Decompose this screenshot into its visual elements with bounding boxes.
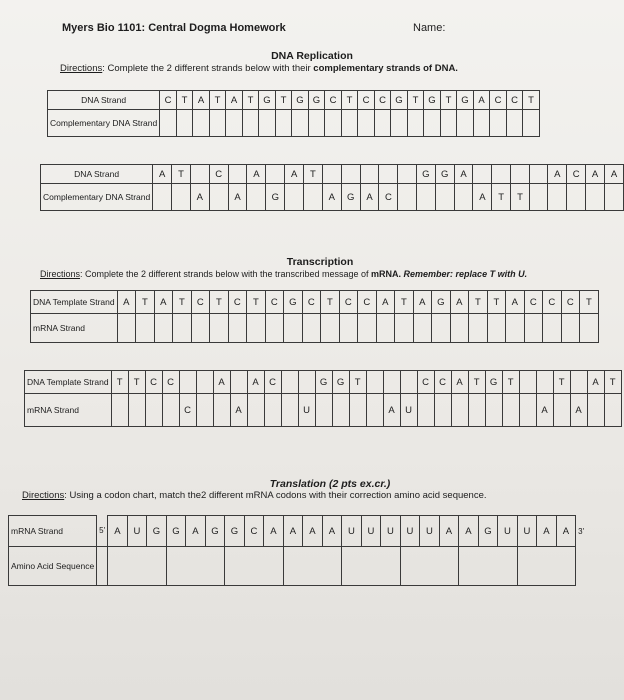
base-cell: C: [417, 371, 434, 394]
base-cell: A: [454, 165, 473, 184]
answer-cell: A: [230, 394, 247, 427]
answer-cell: A: [322, 184, 341, 211]
base-cell[interactable]: [570, 371, 587, 394]
codon-base-cell: A: [108, 516, 128, 547]
transcription-table-2: [24, 370, 622, 427]
base-cell: T: [176, 91, 193, 110]
base-cell: A: [153, 165, 172, 184]
answer-cell[interactable]: [424, 110, 441, 137]
base-cell: C: [209, 165, 228, 184]
answer-cell[interactable]: [160, 110, 177, 137]
row-label-mrna: mRNA Strand: [31, 314, 118, 343]
base-cell: C: [162, 371, 179, 394]
base-cell[interactable]: [196, 371, 213, 394]
base-cell[interactable]: [298, 371, 315, 394]
codon-base-cell: A: [459, 516, 479, 547]
base-cell[interactable]: [400, 371, 417, 394]
base-cell: T: [247, 291, 266, 314]
codon-base-cell: U: [361, 516, 381, 547]
answer-cell[interactable]: [302, 314, 321, 343]
transcription-directions: [40, 269, 527, 279]
answer-cell[interactable]: [391, 110, 408, 137]
base-cell[interactable]: [398, 165, 417, 184]
answer-cell[interactable]: [176, 110, 193, 137]
base-cell[interactable]: [179, 371, 196, 394]
base-cell[interactable]: [228, 165, 247, 184]
base-cell: T: [349, 371, 366, 394]
codon-base-cell: G: [166, 516, 186, 547]
answer-cell[interactable]: [417, 394, 434, 427]
translation-table: [8, 515, 587, 586]
answer-cell[interactable]: [376, 314, 395, 343]
answer-cell[interactable]: [341, 110, 358, 137]
answer-cell[interactable]: [153, 184, 172, 211]
codon-base-cell: U: [420, 516, 440, 547]
row-label-dna-template: DNA Template Strand: [31, 291, 118, 314]
base-cell: C: [490, 91, 507, 110]
answer-cell[interactable]: [523, 110, 540, 137]
base-cell: T: [173, 291, 192, 314]
base-cell: A: [548, 165, 567, 184]
base-cell: C: [358, 91, 375, 110]
replication-title: DNA Replication: [271, 50, 353, 62]
codon-base-cell: U: [498, 516, 518, 547]
answer-cell[interactable]: [473, 110, 490, 137]
base-cell: T: [440, 91, 457, 110]
answer-cell[interactable]: [490, 110, 507, 137]
answer-cell[interactable]: [604, 394, 621, 427]
answer-cell: G: [266, 184, 285, 211]
answer-cell[interactable]: [193, 110, 210, 137]
base-cell: C: [265, 291, 284, 314]
base-cell: G: [457, 91, 474, 110]
base-cell[interactable]: [322, 165, 341, 184]
answer-cell: A: [190, 184, 209, 211]
base-cell: A: [451, 371, 468, 394]
base-cell[interactable]: [341, 165, 360, 184]
base-cell: A: [587, 371, 604, 394]
base-cell: A: [586, 165, 605, 184]
base-cell: G: [435, 165, 454, 184]
answer-cell: G: [341, 184, 360, 211]
answer-cell[interactable]: [469, 314, 488, 343]
answer-cell: A: [228, 184, 247, 211]
base-cell[interactable]: [366, 371, 383, 394]
base-cell: C: [228, 291, 247, 314]
base-cell: C: [506, 91, 523, 110]
base-cell: T: [468, 371, 485, 394]
base-cell: C: [145, 371, 162, 394]
row-label-dna-template: DNA Template Strand: [25, 371, 112, 394]
answer-cell[interactable]: [304, 184, 323, 211]
answer-cell[interactable]: [604, 184, 623, 211]
answer-cell: T: [492, 184, 511, 211]
codon-base-cell: A: [439, 516, 459, 547]
base-cell: T: [580, 291, 599, 314]
answer-cell[interactable]: [548, 184, 567, 211]
name-label: Name:: [413, 22, 446, 34]
answer-cell[interactable]: [247, 314, 266, 343]
answer-cell[interactable]: [567, 184, 586, 211]
answer-cell[interactable]: [561, 314, 580, 343]
amino-acid-answer-cell[interactable]: [459, 547, 518, 586]
answer-cell: A: [536, 394, 553, 427]
transcription-title: Transcription: [286, 256, 354, 268]
base-cell: T: [604, 371, 621, 394]
answer-cell[interactable]: [209, 110, 226, 137]
base-cell[interactable]: [360, 165, 379, 184]
base-cell: C: [434, 371, 451, 394]
base-cell: C: [339, 291, 358, 314]
answer-cell[interactable]: [325, 110, 342, 137]
amino-acid-answer-cell[interactable]: [283, 547, 342, 586]
answer-cell[interactable]: [432, 314, 451, 343]
answer-cell[interactable]: [524, 314, 543, 343]
base-cell: T: [242, 91, 259, 110]
base-cell: T: [136, 291, 155, 314]
answer-cell[interactable]: [281, 394, 298, 427]
codon-base-cell: A: [186, 516, 206, 547]
codon-base-cell: A: [264, 516, 284, 547]
answer-cell[interactable]: [416, 184, 435, 211]
base-cell: G: [432, 291, 451, 314]
answer-cell[interactable]: [117, 314, 136, 343]
answer-cell[interactable]: [451, 394, 468, 427]
base-cell: A: [285, 165, 304, 184]
codon-base-cell: U: [517, 516, 537, 547]
base-cell[interactable]: [473, 165, 492, 184]
answer-cell[interactable]: [226, 110, 243, 137]
answer-cell: U: [400, 394, 417, 427]
answer-cell[interactable]: [136, 314, 155, 343]
answer-cell[interactable]: [434, 394, 451, 427]
base-cell: G: [284, 291, 303, 314]
row-label-complementary: Complementary DNA Strand: [48, 110, 160, 137]
base-cell[interactable]: [529, 165, 548, 184]
answer-cell[interactable]: [191, 314, 210, 343]
base-cell: T: [321, 291, 340, 314]
base-cell: A: [413, 291, 432, 314]
answer-cell[interactable]: [242, 110, 259, 137]
directions-label: Directions: [60, 63, 103, 74]
base-cell: T: [210, 291, 229, 314]
codon-base-cell: A: [322, 516, 342, 547]
replication-table-1: [47, 90, 540, 137]
base-cell[interactable]: [281, 371, 298, 394]
answer-cell[interactable]: [349, 394, 366, 427]
amino-acid-answer-cell[interactable]: [166, 547, 225, 586]
base-cell: A: [247, 165, 266, 184]
answer-cell[interactable]: [292, 110, 309, 137]
base-cell: C: [302, 291, 321, 314]
base-cell: C: [374, 91, 391, 110]
base-cell: T: [523, 91, 540, 110]
base-cell[interactable]: [511, 165, 530, 184]
row-label-mrna: mRNA Strand: [9, 516, 97, 547]
base-cell[interactable]: [383, 371, 400, 394]
codon-base-cell: A: [303, 516, 323, 547]
base-cell: A: [473, 91, 490, 110]
base-cell: C: [191, 291, 210, 314]
base-cell: T: [128, 371, 145, 394]
directions-bold: mRNA.: [371, 269, 402, 279]
base-cell[interactable]: [536, 371, 553, 394]
base-cell: A: [117, 291, 136, 314]
codon-base-cell: U: [400, 516, 420, 547]
codon-base-cell: U: [127, 516, 147, 547]
base-cell: A: [506, 291, 525, 314]
base-cell: A: [376, 291, 395, 314]
answer-cell: A: [570, 394, 587, 427]
answer-cell[interactable]: [154, 314, 173, 343]
base-cell: G: [308, 91, 325, 110]
base-cell[interactable]: [379, 165, 398, 184]
directions-text: : Complete the 2 different strands below with the transcribed message of: [80, 269, 372, 279]
answer-cell[interactable]: [587, 394, 604, 427]
base-cell: T: [502, 371, 519, 394]
answer-cell[interactable]: [111, 394, 128, 427]
base-cell: T: [111, 371, 128, 394]
base-cell: C: [160, 91, 177, 110]
base-cell: A: [213, 371, 230, 394]
base-cell: T: [407, 91, 424, 110]
answer-cell[interactable]: [506, 314, 525, 343]
answer-cell: A: [360, 184, 379, 211]
answer-cell[interactable]: [435, 184, 454, 211]
base-cell: A: [154, 291, 173, 314]
base-cell[interactable]: [519, 371, 536, 394]
directions-label: Directions: [22, 490, 65, 501]
codon-base-cell: C: [244, 516, 264, 547]
answer-cell[interactable]: [264, 394, 281, 427]
amino-acid-answer-cell[interactable]: [225, 547, 284, 586]
base-cell: A: [450, 291, 469, 314]
answer-cell[interactable]: [332, 394, 349, 427]
answer-cell[interactable]: [284, 314, 303, 343]
answer-cell[interactable]: [247, 184, 266, 211]
base-cell: G: [391, 91, 408, 110]
base-cell: T: [469, 291, 488, 314]
amino-acid-answer-cell[interactable]: [400, 547, 459, 586]
answer-cell[interactable]: [586, 184, 605, 211]
directions-text: : Complete the 2 different strands below with their: [102, 63, 314, 74]
answer-cell[interactable]: [128, 394, 145, 427]
base-cell: C: [543, 291, 562, 314]
row-label-complementary: Complementary DNA Strand: [41, 184, 153, 211]
answer-cell: U: [298, 394, 315, 427]
answer-cell: C: [179, 394, 196, 427]
translation-title: Translation (2 pts ex.cr.): [269, 478, 391, 490]
base-cell: T: [275, 91, 292, 110]
base-cell[interactable]: [266, 165, 285, 184]
five-prime-label: 5': [99, 526, 106, 536]
answer-cell[interactable]: [162, 394, 179, 427]
answer-cell[interactable]: [450, 314, 469, 343]
directions-text: : Using a codon chart, match the2 different mRNA codons with their correction amino acid sequence.: [64, 490, 487, 501]
answer-cell[interactable]: [413, 314, 432, 343]
answer-cell[interactable]: [519, 394, 536, 427]
base-cell: T: [209, 91, 226, 110]
base-cell: G: [332, 371, 349, 394]
row-label-dna-strand: DNA Strand: [48, 91, 160, 110]
amino-acid-answer-cell[interactable]: [108, 547, 167, 586]
answer-cell: A: [473, 184, 492, 211]
answer-cell[interactable]: [468, 394, 485, 427]
answer-cell[interactable]: [366, 394, 383, 427]
answer-cell[interactable]: [485, 394, 502, 427]
answer-cell[interactable]: [529, 184, 548, 211]
base-cell: A: [226, 91, 243, 110]
answer-cell: C: [379, 184, 398, 211]
codon-base-cell: G: [225, 516, 245, 547]
base-cell[interactable]: [492, 165, 511, 184]
replication-table-2: [40, 164, 624, 211]
amino-acid-answer-cell[interactable]: [342, 547, 401, 586]
answer-cell[interactable]: [196, 394, 213, 427]
answer-cell[interactable]: [358, 110, 375, 137]
base-cell: T: [172, 165, 191, 184]
codon-base-cell: G: [205, 516, 225, 547]
base-cell: G: [259, 91, 276, 110]
answer-cell[interactable]: [457, 110, 474, 137]
base-cell: G: [315, 371, 332, 394]
codon-base-cell: A: [537, 516, 557, 547]
answer-cell[interactable]: [265, 314, 284, 343]
answer-cell[interactable]: [502, 394, 519, 427]
directions-bold: complementary strands of DNA.: [313, 63, 458, 74]
answer-cell[interactable]: [228, 314, 247, 343]
base-cell: A: [247, 371, 264, 394]
base-cell: G: [416, 165, 435, 184]
answer-cell[interactable]: [172, 184, 191, 211]
codon-base-cell: U: [342, 516, 362, 547]
base-cell: T: [553, 371, 570, 394]
answer-cell[interactable]: [213, 394, 230, 427]
replication-directions: [60, 63, 458, 74]
answer-cell[interactable]: [407, 110, 424, 137]
answer-cell: A: [383, 394, 400, 427]
base-cell: A: [604, 165, 623, 184]
base-cell: T: [395, 291, 414, 314]
answer-cell[interactable]: [259, 110, 276, 137]
base-cell: C: [264, 371, 281, 394]
base-cell: C: [567, 165, 586, 184]
base-cell: C: [325, 91, 342, 110]
transcription-table-1: [30, 290, 599, 343]
directions-italic: Remember: replace T with U.: [401, 269, 528, 279]
answer-cell[interactable]: [321, 314, 340, 343]
amino-acid-blank-lead: [97, 547, 108, 586]
answer-cell[interactable]: [209, 184, 228, 211]
answer-cell[interactable]: [553, 394, 570, 427]
answer-cell[interactable]: [395, 314, 414, 343]
answer-cell[interactable]: [358, 314, 377, 343]
answer-cell[interactable]: [285, 184, 304, 211]
base-cell: G: [292, 91, 309, 110]
answer-cell[interactable]: [487, 314, 506, 343]
codon-base-cell: U: [381, 516, 401, 547]
answer-cell[interactable]: [454, 184, 473, 211]
answer-cell[interactable]: [315, 394, 332, 427]
answer-cell[interactable]: [275, 110, 292, 137]
base-cell: T: [304, 165, 323, 184]
answer-cell[interactable]: [543, 314, 562, 343]
base-cell: G: [424, 91, 441, 110]
codon-base-cell: A: [283, 516, 303, 547]
base-cell: C: [561, 291, 580, 314]
row-label-amino-acid: Amino Acid Sequence: [9, 547, 97, 586]
base-cell: T: [341, 91, 358, 110]
answer-cell[interactable]: [210, 314, 229, 343]
base-cell[interactable]: [190, 165, 209, 184]
answer-cell[interactable]: [173, 314, 192, 343]
row-label-mrna: mRNA Strand: [25, 394, 112, 427]
base-cell: C: [524, 291, 543, 314]
answer-cell: T: [511, 184, 530, 211]
answer-cell[interactable]: [440, 110, 457, 137]
codon-base-cell: G: [147, 516, 167, 547]
answer-cell[interactable]: [145, 394, 162, 427]
amino-acid-answer-cell[interactable]: [517, 547, 576, 586]
answer-cell[interactable]: [247, 394, 264, 427]
answer-cell[interactable]: [308, 110, 325, 137]
answer-cell[interactable]: [339, 314, 358, 343]
base-cell: G: [485, 371, 502, 394]
answer-cell[interactable]: [398, 184, 417, 211]
three-prime-label: 3': [578, 526, 585, 536]
answer-cell[interactable]: [506, 110, 523, 137]
translation-directions: [22, 490, 487, 501]
directions-label: Directions: [40, 269, 81, 279]
answer-cell[interactable]: [580, 314, 599, 343]
base-cell: C: [358, 291, 377, 314]
codon-base-cell: A: [556, 516, 576, 547]
row-label-dna-strand: DNA Strand: [41, 165, 153, 184]
base-cell: T: [487, 291, 506, 314]
base-cell[interactable]: [230, 371, 247, 394]
codon-base-cell: G: [478, 516, 498, 547]
base-cell: A: [193, 91, 210, 110]
answer-cell[interactable]: [374, 110, 391, 137]
worksheet-title: Myers Bio 1101: Central Dogma Homework: [62, 22, 286, 34]
